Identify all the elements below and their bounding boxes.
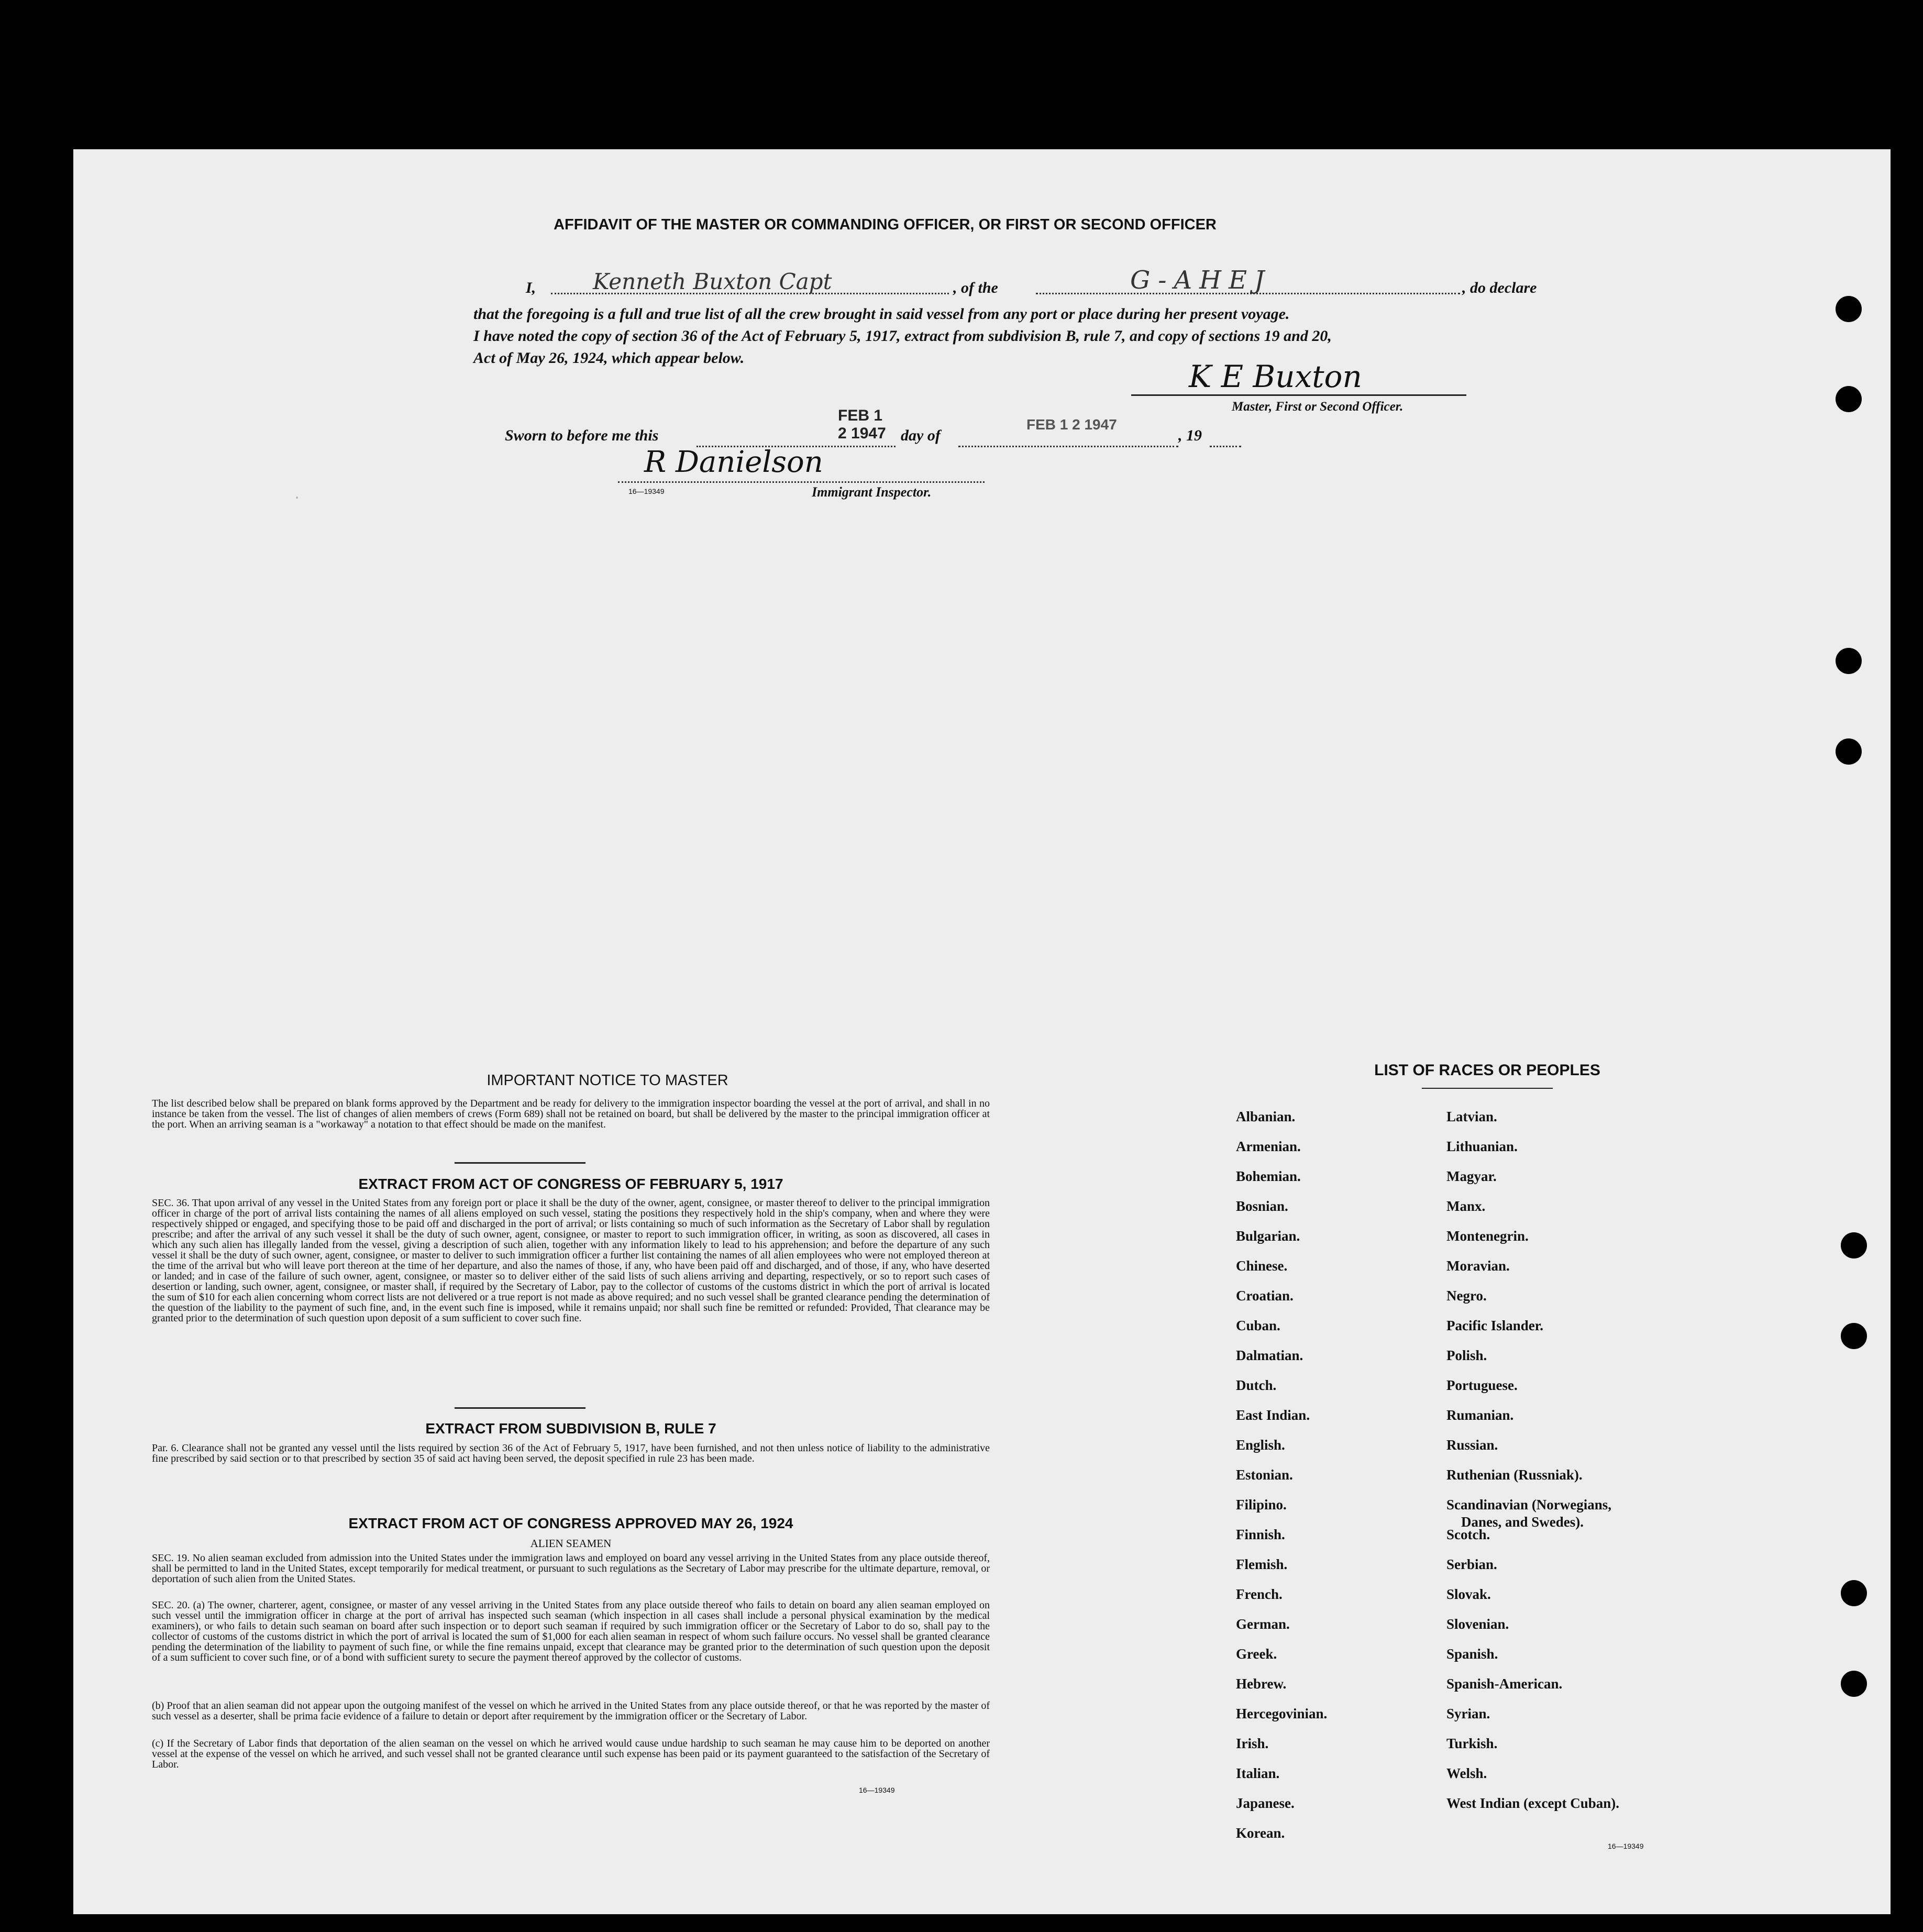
form-number: 16—19349	[628, 487, 665, 495]
master-caption: Master, First or Second Officer.	[1232, 400, 1403, 414]
punch-hole	[1841, 1580, 1867, 1606]
divider	[455, 1162, 585, 1164]
race-item: Hebrew.	[1236, 1676, 1287, 1692]
year-prefix: , 19	[1178, 427, 1202, 444]
do-declare-label: , do declare	[1462, 279, 1537, 296]
race-item: Korean.	[1236, 1825, 1285, 1841]
race-item: Welsh.	[1446, 1765, 1487, 1781]
affidavit-line-2: that the foregoing is a full and true list of all the crew brought in said vessel from any port or place during her present voyage.	[473, 305, 1290, 323]
race-item: Italian.	[1236, 1765, 1280, 1781]
race-item: Lithuanian.	[1446, 1139, 1518, 1154]
race-item: Slovenian.	[1446, 1616, 1509, 1632]
sworn-date-stamp: FEB 1 2 1947	[838, 407, 886, 442]
race-item: Spanish-American.	[1446, 1676, 1563, 1692]
race-item: Bohemian.	[1236, 1168, 1301, 1184]
affidavit-line-4: Act of May 26, 1924, which appear below.	[473, 349, 745, 367]
races-form-number: 16—19349	[1608, 1842, 1644, 1850]
document-sheet	[73, 149, 1891, 1914]
bleed-through-text: .	[293, 487, 304, 502]
race-item: Magyar.	[1446, 1168, 1497, 1184]
punch-hole	[1836, 648, 1862, 674]
race-item: Syrian.	[1446, 1706, 1490, 1721]
sworn-label: Sworn to before me this	[505, 427, 659, 444]
day-date-field	[958, 416, 1178, 447]
race-item: Rumanian.	[1446, 1407, 1514, 1423]
extract-1917-body: SEC. 36. That upon arrival of any vessel in the United States from any foreign port or place it shall be the duty of the owner, agent, consignee, or master thereof to deliver to the principal immigration officer in charge of the port of arrival lists containing the names of all aliens employed on such vessel, stating the positions they respectively hold in the ship's company, when and where they were respectively shipped or engaged, and specifying those to be paid off and discharged in the port of arrival; or lists containing so much of such information as the Secretary of Labor shall by regulation prescribe; and after the arrival of any such vessel it shall be the duty of such owner, agent, consignee, or master to report to such immigration officer, in writing, as soon as discovered, all cases in which any such alien has illegally landed from the vessel, giving a description of such alien, together with any information likely to lead to his apprehension; and before the departure of any such vessel it shall be the duty of such owner, agent, consignee, or master to deliver to such immigration officer a further list containing the names of all alien employees who were not employed thereon at the time of the arrival but who will leave port thereon at the time of her departure, and also the names of those, if any, who have been paid off and discharged, and of those, if any, who have deserted or landed; and in case of the failure of such owner, agent, consignee, or master so to deliver either of the said lists of such aliens arriving and departing, respectively, or so to report such cases of desertion or landing, such owner, agent, consignee, or master shall, if required by the Secretary of Labor, pay to the collector of customs of the customs district in which the port of arrival is located the sum of $10 for each alien concerning whom correct lists are not delivered or a true report is not made as above required; and no such vessel shall be granted clearance pending the determination of the question of the liability to the payment of such fine, and, in the event such fine is imposed, while it remains unpaid; nor shall such fine be remitted or refunded: Provided, That clearance may be granted prior to the determination of such question upon deposit of a sum sufficient to cover such fine.	[152, 1197, 990, 1324]
extract-1917-title: EXTRACT FROM ACT OF CONGRESS OF FEBRUARY 5, 1917	[358, 1176, 783, 1192]
punch-hole	[1836, 296, 1862, 322]
sec-19-text: SEC. 19. No alien seaman excluded from admission into the United States under the immigration laws and employed on board any vessel arriving in the United States from any place outside thereof, shall be permitted to land in the United States, except temporarily for medical treatment, or pursuant to such regulations as the Secretary of Labor may prescribe for the ultimate departure, removal, or deportation of such alien from the United States.	[152, 1552, 990, 1585]
race-item: Chinese.	[1236, 1258, 1288, 1274]
affidavit-title: AFFIDAVIT OF THE MASTER OR COMMANDING OFFICER, OR FIRST OR SECOND OFFICER	[554, 216, 1217, 233]
race-item: East Indian.	[1236, 1407, 1310, 1423]
race-item: Cuban.	[1236, 1318, 1280, 1333]
extract-1924-title: EXTRACT FROM ACT OF CONGRESS APPROVED MAY 26, 1924	[348, 1515, 793, 1531]
race-item: Pacific Islander.	[1446, 1318, 1543, 1333]
race-item: Greek.	[1236, 1646, 1277, 1662]
race-item: Slovak.	[1446, 1586, 1491, 1602]
race-item: Portuguese.	[1446, 1377, 1518, 1393]
race-item: Bosnian.	[1236, 1198, 1288, 1214]
race-item: Montenegrin.	[1446, 1228, 1529, 1244]
rule-7-title: EXTRACT FROM SUBDIVISION B, RULE 7	[425, 1420, 716, 1437]
race-item: West Indian (except Cuban).	[1446, 1795, 1620, 1811]
rule-7-body: Par. 6. Clearance shall not be granted any vessel until the lists required by section 36 of the Act of February 5, 1917, have been furnished, and not then unless notice of liability to the administrative fine prescribed by said section or to that prescribed by section 35 of said act having been served, the deposit specified in rule 23 has been made.	[152, 1442, 990, 1464]
race-item: Irish.	[1236, 1736, 1269, 1751]
race-item: Serbian.	[1446, 1556, 1497, 1572]
race-item: Dutch.	[1236, 1377, 1277, 1393]
day-of-label: day of	[901, 427, 941, 444]
vessel-handwriting: G-AHEJ	[1130, 266, 1272, 295]
race-item: Manx.	[1446, 1198, 1486, 1214]
sworn-date-field	[697, 407, 896, 447]
race-item: Polish.	[1446, 1348, 1487, 1363]
punch-hole	[1836, 738, 1862, 765]
race-item: Latvian.	[1446, 1109, 1497, 1124]
race-item: Ruthenian (Russniak).	[1446, 1467, 1583, 1483]
race-item: German.	[1236, 1616, 1290, 1632]
race-item: Flemish.	[1236, 1556, 1288, 1572]
master-signature: K E Buxton	[1189, 359, 1362, 394]
race-item: Filipino.	[1236, 1497, 1287, 1513]
race-item: Hercegovinian.	[1236, 1706, 1328, 1721]
notice-body: The list described below shall be prepared on blank forms approved by the Department and be ready for delivery to the immigration inspector boarding the vessel at the port of arrival, and shall in no instance be taken from the vessel. The list of changes of alien members of crews (Form 689) shall not be retained on board, but shall be delivered by the master to the principal immigration officer at the port. When an arriving seaman is a "workaway" a notation to that effect should be made on the manifest.	[152, 1098, 990, 1130]
punch-hole	[1841, 1232, 1867, 1258]
race-item: Spanish.	[1446, 1646, 1498, 1662]
race-item: Moravian.	[1446, 1258, 1510, 1274]
sec-20c-text: (c) If the Secretary of Labor finds that deportation of the alien seaman on the vessel on which he arrived would cause undue hardship to such seaman he may cause him to be deported on another vessel at the expense of the vessel on which he arrived, and such vessel shall not be granted clearance until such expense has been paid or its payment guaranteed to the satisfaction of the Secretary of Labor.	[152, 1738, 990, 1770]
race-item: French.	[1236, 1586, 1283, 1602]
race-item: Scandinavian (Norwegians,	[1446, 1497, 1612, 1513]
race-item: Dalmatian.	[1236, 1348, 1303, 1363]
race-item: Bulgarian.	[1236, 1228, 1300, 1244]
inspector-signature: R Danielson	[644, 445, 823, 479]
extract-form-number: 16—19349	[859, 1786, 895, 1794]
race-item: Armenian.	[1236, 1139, 1301, 1154]
punch-hole	[1841, 1671, 1867, 1697]
vessel-field	[1036, 266, 1460, 295]
divider	[1422, 1088, 1553, 1089]
inspector-signature-line	[618, 481, 985, 483]
master-signature-line	[1131, 394, 1466, 396]
sec-20b-text: (b) Proof that an alien seaman did not appear upon the outgoing manifest of the vessel on which he arrived in the United States from any place outside thereof, or that he was reported by the master of such vessel as a deserter, shall be prima facie evidence of a failure to detain or deport after requirement by the immigration officer or the Secretary of Labor.	[152, 1700, 990, 1722]
race-item: Turkish.	[1446, 1736, 1498, 1751]
punch-hole	[1841, 1323, 1867, 1349]
race-item: Albanian.	[1236, 1109, 1296, 1124]
master-name-handwriting: Kenneth Buxton Capt	[593, 269, 832, 294]
inspector-caption: Immigrant Inspector.	[812, 484, 932, 500]
affidavit-line-3: I have noted the copy of section 36 of the Act of February 5, 1917, extract from subdivision B, rule 7, and copy of sections 19 and 20,	[473, 327, 1332, 345]
i-label: I,	[526, 279, 536, 296]
of-the-label: , of the	[953, 279, 998, 296]
divider	[455, 1407, 585, 1409]
notice-title: IMPORTANT NOTICE TO MASTER	[487, 1072, 728, 1089]
race-item: Scotch.	[1446, 1527, 1490, 1542]
race-item: Finnish.	[1236, 1527, 1285, 1542]
alien-seamen-subtitle: ALIEN SEAMEN	[530, 1537, 612, 1550]
day-date-stamp: FEB 1 2 1947	[1026, 416, 1117, 433]
master-name-field	[551, 269, 949, 294]
race-item: Negro.	[1446, 1288, 1487, 1304]
punch-hole	[1836, 386, 1862, 412]
race-item: Japanese.	[1236, 1795, 1295, 1811]
sec-20a-text: SEC. 20. (a) The owner, charterer, agent, consignee, or master of any vessel arriving in the United States from any place outside thereof who fails to detain on board any alien seaman employed on such vessel until the immigration officer in charge at the port of arrival has inspected such seaman (which inspection in all cases shall include a personal physical examination by the medical examiners), or who fails to detain such seaman on board after such inspection or to deport such seaman if required by such immigration officer or the Secretary of Labor to do so, shall pay to the collector of customs of the customs district in which the port of arrival is located the sum of $1,000 for each alien seaman in respect of whom such failure occurs. No vessel shall be granted clearance pending the determination of the liability to payment of such fine, or while the fine remains unpaid, except that clearance may be granted prior to the determination of such question upon the deposit of a sum sufficient to cover such fine, or of a bond with sufficient surety to secure the payment thereof approved by the collector of customs.	[152, 1599, 990, 1663]
races-title: LIST OF RACES OR PEOPLES	[1374, 1062, 1600, 1079]
race-item: English.	[1236, 1437, 1285, 1453]
race-item: Croatian.	[1236, 1288, 1294, 1304]
race-item: Russian.	[1446, 1437, 1498, 1453]
race-item: Estonian.	[1236, 1467, 1293, 1483]
race-item: Danes, and Swedes).	[1461, 1514, 1584, 1530]
year-field	[1210, 427, 1241, 447]
